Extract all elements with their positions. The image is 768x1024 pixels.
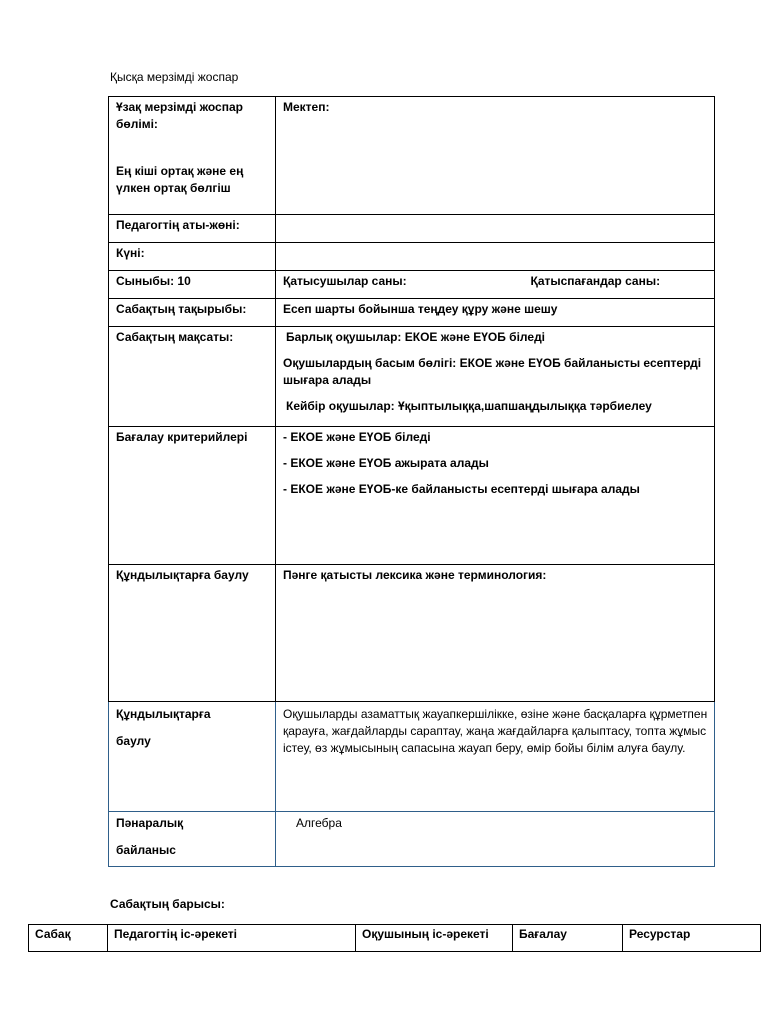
goal-all-lead: Барлық оқушылар:: [286, 330, 402, 344]
table-row: [29, 925, 761, 952]
absent-label: Қатыспағандар саны:: [530, 274, 661, 288]
criteria-item: - ЕКОЕ және ЕҮОБ-ке байланысты есептерді шығара алады: [283, 482, 640, 496]
criteria-item: - ЕКОЕ және ЕҮОБ ажырата алады: [283, 456, 489, 470]
values2-cell: [109, 702, 276, 812]
process-header-assessment: Бағалау: [513, 925, 623, 952]
table-row: [109, 97, 715, 215]
values-value: Пәнге қатысты лексика және терминология:: [276, 565, 715, 702]
table-row: [109, 215, 715, 243]
process-header-student: Оқушының іс-әрекеті: [356, 925, 513, 952]
school-cell: [276, 97, 715, 215]
table-row: [109, 271, 715, 299]
inter-cell: [109, 812, 276, 867]
topic-value: Есеп шарты бойынша теңдеу құру және шешу: [276, 299, 715, 327]
teacher-label: Педагогтің аты-жөні:: [109, 215, 276, 243]
values-label: Құндылықтарға баулу: [109, 565, 276, 702]
date-label: Күні:: [109, 243, 276, 271]
page-title: Қысқа мерзімді жоспар: [110, 70, 239, 84]
table-row: [109, 812, 715, 867]
goal-all-text: ЕКОЕ және ЕҮОБ біледі: [401, 330, 546, 344]
school-label: Мектеп:: [283, 100, 330, 114]
criteria-cell: [276, 427, 715, 565]
goal-some-text: Ұқыптылыққа,шапшаңдылыққа тәрбиелеу: [394, 399, 652, 413]
long-term-value: Ең кіші ортақ және ең үлкен ортақ бөлгіш: [116, 164, 244, 195]
inter-value: Алгебра: [276, 812, 715, 867]
class-label: Сыныбы: 10: [109, 271, 276, 299]
table-row: [109, 243, 715, 271]
process-header-teacher: Педагогтің іс-әрекеті: [108, 925, 356, 952]
table-row: [109, 327, 715, 427]
process-header-lesson: Сабақ: [29, 925, 108, 952]
date-value: [276, 243, 715, 271]
criteria-label: Бағалау критерийлері: [109, 427, 276, 565]
long-term-label: Ұзақ мерзімді жоспар бөлімі:: [116, 100, 243, 131]
table-row: [109, 427, 715, 565]
inter-label-1: Пәнаралық: [116, 816, 184, 830]
goal-some-lead: Кейбір оқушылар:: [286, 399, 395, 413]
values2-label-2: баулу: [116, 734, 151, 748]
topic-label: Сабақтың тақырыбы:: [109, 299, 276, 327]
criteria-item: - ЕКОЕ және ЕҮОБ біледі: [283, 430, 431, 444]
long-term-cell: [109, 97, 276, 215]
table-row: [109, 565, 715, 702]
inter-label-2: байланыс: [116, 843, 176, 857]
table-row: [109, 299, 715, 327]
table-row: [109, 702, 715, 812]
teacher-value: [276, 215, 715, 243]
goal-cell: [276, 327, 715, 427]
goal-most-lead: Оқушылардың басым бөлігі:: [283, 356, 457, 370]
goal-label: Сабақтың мақсаты:: [109, 327, 276, 427]
process-header-resources: Ресурстар: [623, 925, 761, 952]
process-title: Сабақтың барысы:: [110, 897, 225, 911]
values2-label-1: Құндылықтарға: [116, 707, 211, 721]
process-table: [28, 924, 761, 952]
present-label: Қатысушылар саны:: [283, 274, 407, 288]
attendance-cell: [276, 271, 715, 299]
goal-most-text: ЕКОЕ және ЕҮОБ байланысты есептерді шығара алады: [283, 356, 702, 387]
lesson-plan-table: [108, 96, 715, 867]
values2-value: Оқушыларды азаматтық жауапкершілікке, өзіне және басқаларға құрметпен қарауға, жағдайларды сараптау, жаңа жағдайларға қалыптасу, топта жұмыс істеу, өз жұмысының сапасына жауап беру, өмір бойы білім алуға баулу.: [276, 702, 715, 812]
